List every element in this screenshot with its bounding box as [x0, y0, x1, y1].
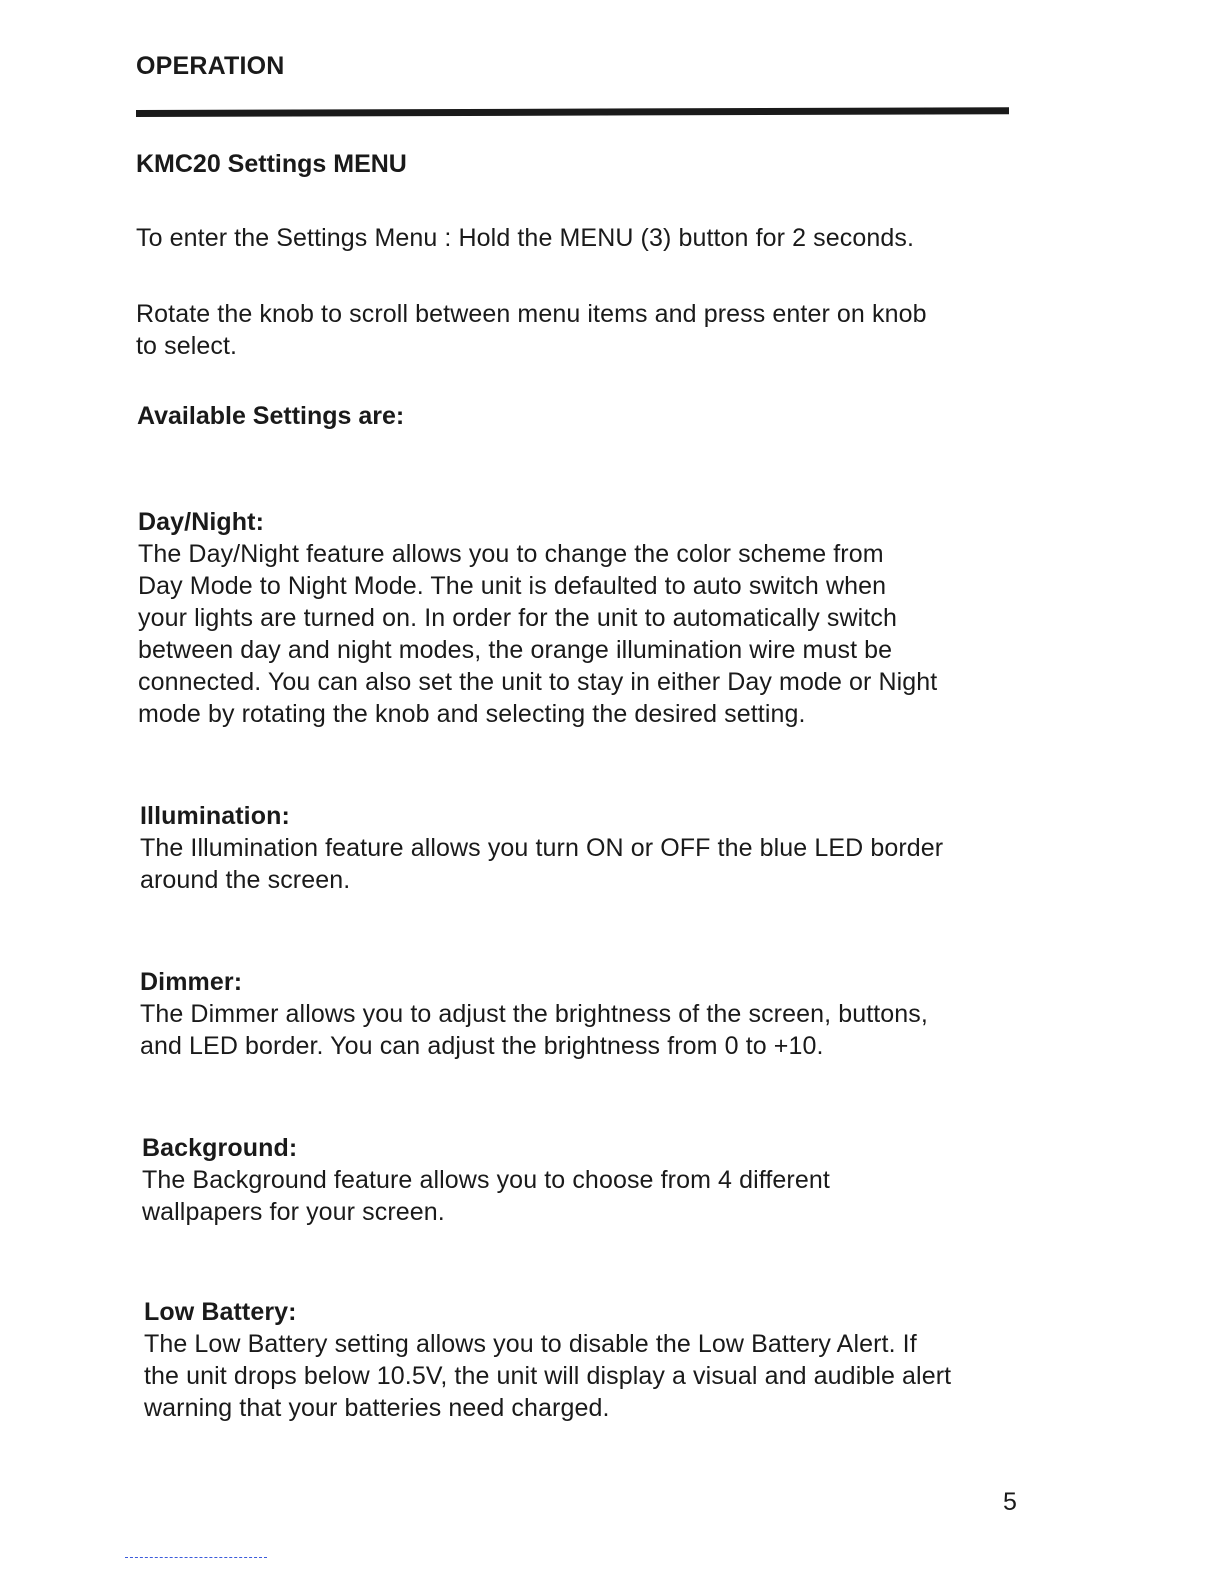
setting-low-battery: [144, 1296, 951, 1424]
intro-enter-paragraph: [136, 222, 914, 254]
text-line: The Illumination feature allows you turn ON or OFF the blue LED border: [140, 834, 944, 862]
setting-dimmer: [140, 966, 928, 1062]
text-line: The Background feature allows you to choose from 4 different: [142, 1166, 830, 1194]
setting-title: Illumination:: [140, 802, 290, 830]
setting-title: Day/Night:: [138, 508, 264, 536]
text-line: around the screen.: [140, 866, 351, 894]
setting-title: Low Battery:: [144, 1298, 297, 1326]
text-line: warning that your batteries need charged.: [144, 1394, 610, 1422]
text-line: The Dimmer allows you to adjust the brightness of the screen, buttons,: [140, 1000, 928, 1028]
text-line: your lights are turned on. In order for the unit to automatically switch: [138, 604, 897, 632]
section-header: OPERATION: [136, 52, 285, 80]
setting-day-night: [138, 506, 937, 730]
text-line: wallpapers for your screen.: [142, 1198, 445, 1226]
text-line: Day Mode to Night Mode. The unit is defaulted to auto switch when: [138, 572, 887, 600]
text-line: the unit drops below 10.5V, the unit will display a visual and audible alert: [144, 1362, 952, 1390]
text-line: and LED border. You can adjust the brightness from 0 to +10.: [140, 1032, 824, 1060]
setting-title: Background:: [142, 1134, 298, 1162]
setting-illumination: [140, 800, 943, 896]
footer-divider: [125, 1557, 267, 1558]
page-title: KMC20 Settings MENU: [136, 150, 407, 178]
text-line: connected. You can also set the unit to stay in either Day mode or Night: [138, 668, 938, 696]
text-line: between day and night modes, the orange illumination wire must be: [138, 636, 893, 664]
text-line: The Low Battery setting allows you to disable the Low Battery Alert. If: [144, 1330, 917, 1358]
page-number: 5: [1003, 1488, 1017, 1516]
header-rule: [136, 107, 1009, 117]
intro-rotate-paragraph: [136, 298, 927, 362]
text-line: mode by rotating the knob and selecting the desired setting.: [138, 700, 806, 728]
setting-title: Dimmer:: [140, 968, 243, 996]
text-line: to select.: [136, 332, 238, 360]
text-line: To enter the Settings Menu : Hold the MENU (3) button for 2 seconds.: [136, 224, 915, 252]
available-settings-heading: Available Settings are:: [137, 402, 405, 430]
setting-background: [142, 1132, 830, 1228]
text-line: Rotate the knob to scroll between menu items and press enter on knob: [136, 300, 927, 328]
text-line: The Day/Night feature allows you to change the color scheme from: [138, 540, 884, 568]
